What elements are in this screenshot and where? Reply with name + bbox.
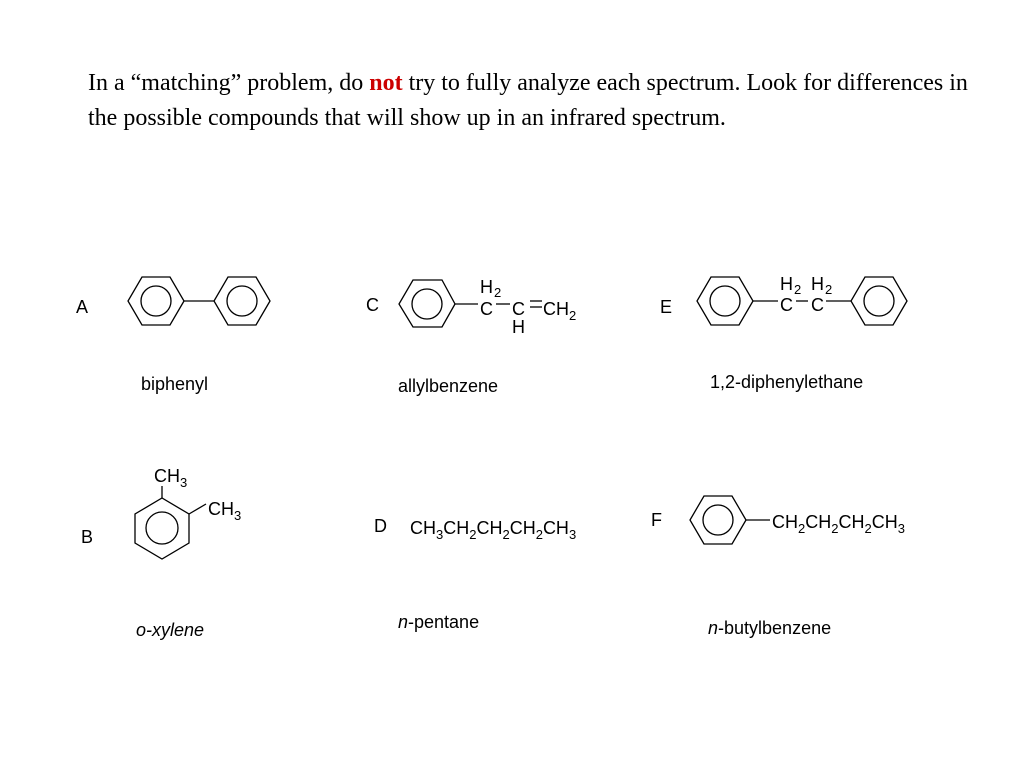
compound-name-d-rest: -pentane — [408, 612, 480, 632]
benzene-ring-e1 — [697, 277, 753, 325]
atom-c-c1: C — [480, 299, 493, 319]
aromatic-circle-a1 — [141, 286, 171, 316]
f-ch-1: CH — [772, 512, 798, 532]
atom-b-ch3-side: CH — [208, 499, 234, 519]
d-ch-3: CH — [476, 518, 503, 538]
atom-c-ch-sub: 2 — [569, 308, 577, 323]
atom-c-h: H — [480, 277, 493, 297]
atom-e-h2: H — [811, 274, 824, 294]
d-sub-2: 2 — [469, 527, 477, 542]
f-ch-2: CH — [805, 512, 832, 532]
compound-letter-e: E — [660, 297, 673, 317]
atom-b-ch3-side-sub: 3 — [234, 508, 242, 523]
benzene-ring-b — [135, 498, 189, 559]
atom-e-h1-sub: 2 — [794, 282, 802, 297]
structure-b-o-xylene — [135, 466, 241, 559]
aromatic-circle-e1 — [710, 286, 740, 316]
benzene-ring-c — [399, 280, 455, 327]
compound-letter-b: B — [81, 527, 94, 547]
atom-c-c2: C — [512, 299, 525, 319]
d-ch-1: CH — [410, 518, 436, 538]
atom-b-ch3-top: CH — [154, 466, 180, 486]
formula-f — [772, 512, 905, 536]
compound-name-c: allylbenzene — [398, 376, 499, 396]
benzene-ring-a1 — [128, 277, 184, 325]
atom-c-ch: CH — [543, 299, 569, 319]
compound-name-a: biphenyl — [141, 374, 209, 394]
atom-c-h-lower: H — [512, 317, 525, 337]
compound-name-d-prefix: n — [398, 612, 409, 632]
d-sub-4: 2 — [535, 527, 543, 542]
atom-c-h-sub: 2 — [494, 285, 502, 300]
aromatic-circle-e2 — [864, 286, 894, 316]
structure-a-biphenyl — [128, 277, 270, 325]
aromatic-circle-a2 — [227, 286, 257, 316]
d-sub-1: 3 — [436, 527, 444, 542]
f-sub-1: 2 — [798, 521, 806, 536]
aromatic-circle-c — [412, 289, 442, 319]
structure-f-butylbenzene — [690, 496, 905, 544]
atom-e-c1: C — [780, 295, 793, 315]
d-sub-5: 3 — [568, 527, 577, 542]
compound-name-f-prefix: n — [708, 618, 719, 638]
compound-name-e: 1,2-diphenylethane — [710, 372, 864, 392]
d-ch-5: CH — [542, 518, 569, 538]
benzene-ring-f — [690, 496, 746, 544]
compound-name-b-prefix: o — [136, 620, 147, 640]
compound-letter-f: F — [651, 510, 662, 530]
instruction-text-before: In a “matching” problem, do — [88, 70, 370, 96]
d-sub-3: 2 — [502, 527, 510, 542]
atom-e-c2: C — [811, 295, 824, 315]
benzene-ring-e2 — [851, 277, 907, 325]
structure-c-allylbenzene — [399, 277, 576, 337]
formula-d — [410, 518, 576, 542]
compound-letter-a: A — [76, 297, 89, 317]
compound-letter-d: D — [374, 516, 387, 536]
d-ch-4: CH — [509, 518, 536, 538]
aromatic-circle-f — [703, 505, 733, 535]
f-ch-3: CH — [838, 512, 865, 532]
benzene-ring-a2 — [214, 277, 270, 325]
d-ch-2: CH — [443, 518, 470, 538]
f-sub-2: 2 — [831, 521, 839, 536]
structure-d-pentane — [410, 518, 576, 542]
instruction-emphasis: not — [369, 70, 403, 96]
compound-letter-c: C — [366, 295, 379, 315]
atom-b-ch3-top-sub: 3 — [180, 475, 188, 490]
aromatic-circle-b — [146, 512, 178, 544]
instruction-text-after: try to fully analyze each spectrum. Look for differences in the possible compounds that will show up in an infrared spectrum. — [88, 70, 968, 131]
compound-name-f-rest: -butylbenzene — [718, 618, 832, 638]
f-sub-3: 2 — [864, 521, 872, 536]
f-ch-4: CH — [871, 512, 898, 532]
structure-e-diphenylethane — [697, 274, 907, 325]
compound-name-b-rest: -xylene — [146, 620, 205, 640]
atom-e-h2-sub: 2 — [825, 282, 833, 297]
f-sub-4: 3 — [897, 521, 905, 536]
atom-e-h1: H — [780, 274, 793, 294]
bond-b-ring-ch3-side — [189, 504, 206, 514]
